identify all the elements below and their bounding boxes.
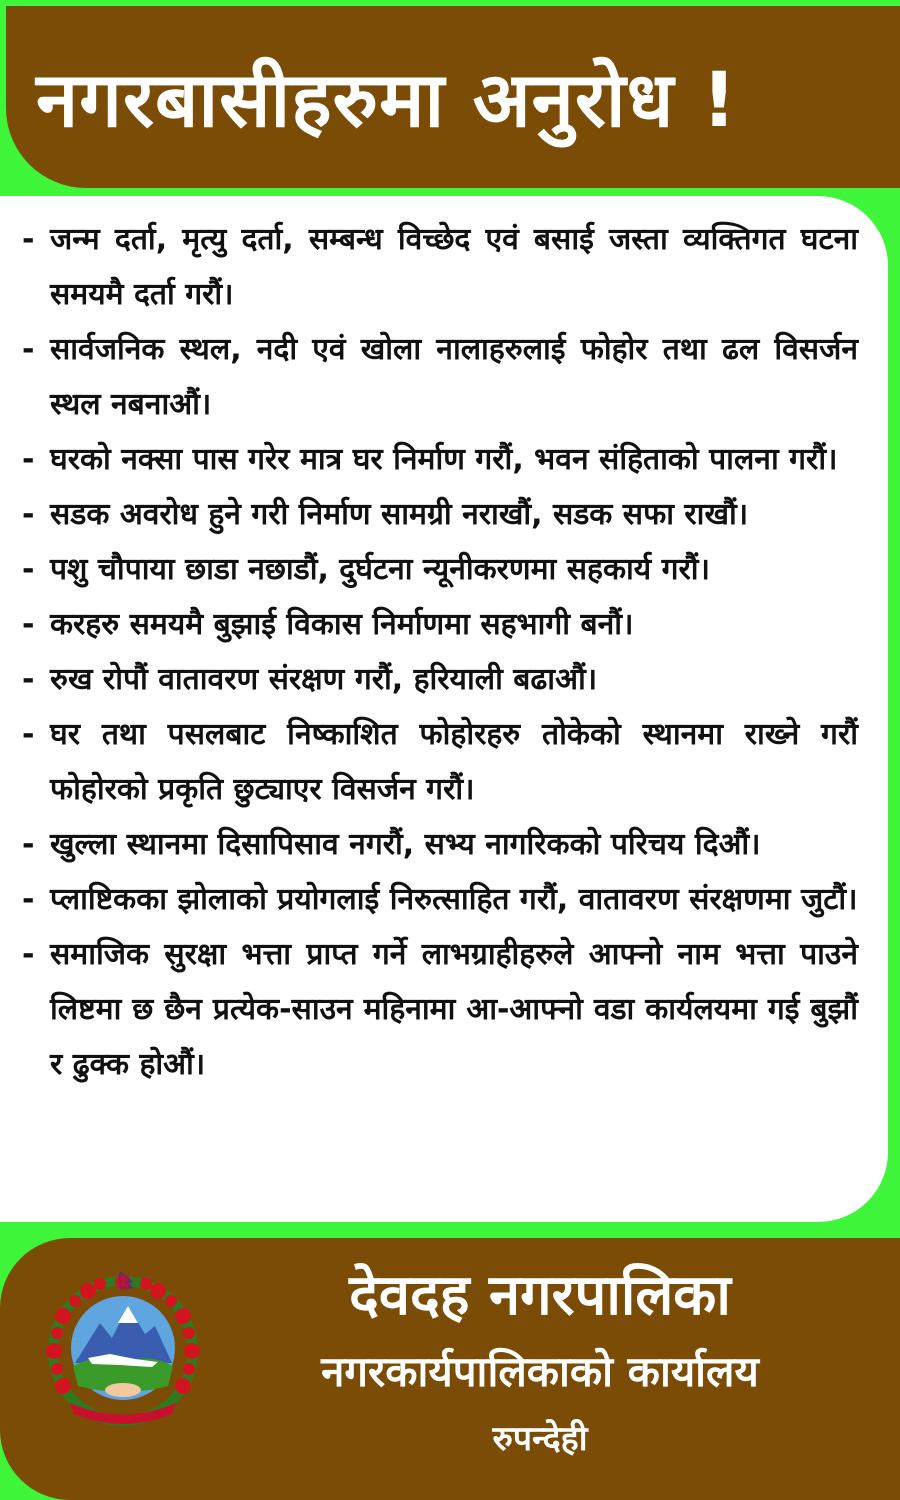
notice-text: करहरु समयमै बुझाई विकास निर्माणमा सहभागी बनौं। (50, 607, 634, 642)
bullet-dash: - (22, 937, 35, 972)
list-item (22, 542, 858, 597)
bullet-dash: - (22, 552, 35, 587)
notice-text: घरको नक्सा पास गरेर मात्र घर निर्माण गरौं, भवन संहिताको पालना गरौं। (50, 442, 838, 477)
nepal-emblem-icon (40, 1268, 206, 1434)
bullet-dash: - (22, 827, 35, 862)
bullet-dash: - (22, 607, 35, 642)
notice-text: सडक अवरोध हुने गरी निर्माण सामग्री नराखौं, सडक सफा राखौं। (50, 497, 749, 532)
bullet-dash: - (22, 497, 35, 532)
notice-text: सार्वजनिक स्थल, नदी एवं खोला नालाहरुलाई फोहोर तथा ढल विसर्जन स्थल नबनाऔं। (50, 332, 858, 422)
list-item (22, 707, 858, 817)
notice-text: प्लाष्टिकका झोलाको प्रयोगलाई निरुत्साहित गरौं, वातावरण संरक्षणमा जुटौं। (50, 882, 858, 917)
list-item (22, 322, 858, 432)
header-banner (6, 6, 900, 188)
page-title: नगरबासीहरुमा अनुरोध ! (36, 54, 738, 144)
org-name: देवदह नगरपालिका (349, 1263, 731, 1328)
notice-text: जन्म दर्ता, मृत्यु दर्ता, सम्बन्ध विच्छेद एवं बसाई जस्ता व्यक्तिगत घटना समयमै दर्ता गरौं। (50, 222, 858, 312)
notice-panel (0, 196, 888, 1222)
footer-text (220, 1256, 860, 1470)
list-item (22, 212, 858, 322)
list-item (22, 652, 858, 707)
notice-text: समाजिक सुरक्षा भत्ता प्राप्त गर्ने लाभग्राहीहरुले आफ्नो नाम भत्ता पाउने लिष्टमा छ छैन प्रत्येक-साउन महिनामा आ-आफ्नो वडा कार्यलयमा गई बुझौं र ढुक्क होऔं। (50, 937, 858, 1082)
notice-text: खुल्ला स्थानमा दिसापिसाव नगरौं, सभ्य नागरिकको परिचय दिऔं। (50, 827, 761, 862)
footer-banner (0, 1238, 900, 1500)
notice-text: पशु चौपाया छाडा नछाडौं, दुर्घटना न्यूनीकरणमा सहकार्य गरौं। (50, 552, 710, 587)
office-name: नगरकार्यपालिकाको कार्यालय (321, 1347, 759, 1396)
bullet-dash: - (22, 882, 35, 917)
list-item (22, 487, 858, 542)
list-item (22, 817, 858, 872)
bullet-dash: - (22, 717, 35, 752)
district-name: रुपन्देही (492, 1419, 588, 1459)
bullet-dash: - (22, 222, 35, 257)
notice-list (22, 212, 858, 1092)
bullet-dash: - (22, 442, 35, 477)
notice-text: रुख रोपौं वातावरण संरक्षण गरौं, हरियाली बढाऔं। (50, 662, 598, 697)
list-item (22, 597, 858, 652)
list-item (22, 432, 858, 487)
notice-text: घर तथा पसलबाट निष्काशित फोहोरहरु तोकेको स्थानमा राख्ने गरौं फोहोरको प्रकृति छुट्याएर विसर्जन गरौं। (50, 717, 858, 807)
list-item (22, 927, 858, 1092)
list-item (22, 872, 858, 927)
bullet-dash: - (22, 332, 35, 367)
bullet-dash: - (22, 662, 35, 697)
